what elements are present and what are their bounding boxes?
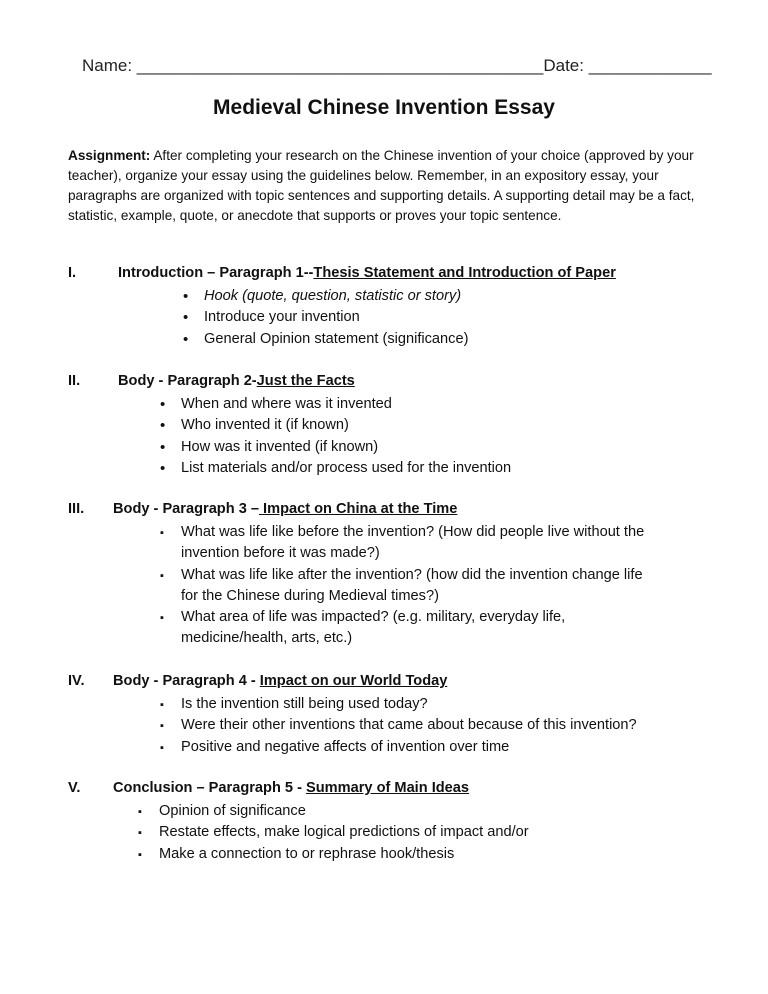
section-numeral: III. xyxy=(68,501,85,517)
list-item xyxy=(0,307,768,328)
section-heading xyxy=(0,373,768,394)
square-bullet-icon: ▪ xyxy=(160,569,164,582)
square-bullet-icon: ▪ xyxy=(160,741,164,754)
assignment-label: Assignment: xyxy=(68,148,151,163)
list-item-text: invention before it was made?) xyxy=(181,545,380,562)
section-title xyxy=(118,265,616,281)
outline-section xyxy=(0,780,768,865)
section-title-underlined: Impact on our World Today xyxy=(259,673,448,689)
list-item xyxy=(0,844,768,865)
list-item-continuation xyxy=(0,586,768,607)
section-numeral: IV. xyxy=(68,673,85,689)
square-bullet-icon: ▪ xyxy=(160,720,164,733)
section-title-lead: Body - Paragraph 3 – xyxy=(113,501,259,517)
list-item xyxy=(0,694,768,715)
section-title-underlined: Impact on China at the Time xyxy=(258,501,458,517)
square-bullet-icon: ▪ xyxy=(138,806,142,818)
list-item xyxy=(0,522,768,543)
section-heading xyxy=(0,673,768,694)
list-item-text: Who invented it (if known) xyxy=(181,417,349,434)
section-items xyxy=(0,801,768,865)
list-item xyxy=(0,394,768,415)
section-items xyxy=(0,694,768,758)
section-title-lead: Body - Paragraph 2- xyxy=(118,373,257,389)
section-title-underlined: Summary of Main Ideas xyxy=(306,780,470,796)
list-item-text: Opinion of significance xyxy=(159,803,306,819)
bullet-icon: • xyxy=(183,330,189,348)
list-item xyxy=(0,458,768,479)
list-item xyxy=(0,286,768,307)
list-item-text: medicine/health, arts, etc.) xyxy=(181,630,353,647)
list-item xyxy=(0,822,768,843)
list-item-continuation xyxy=(0,543,768,564)
list-item-text: What was life like before the invention? (How did people live without the xyxy=(181,524,645,540)
outline-section xyxy=(0,265,768,350)
section-title-lead: Conclusion – Paragraph 5 - xyxy=(113,780,307,796)
section-numeral: II. xyxy=(68,373,81,389)
list-item-text: Introduce your invention xyxy=(204,309,360,326)
section-title xyxy=(113,673,447,689)
list-item xyxy=(0,565,768,586)
section-title-lead: Body - Paragraph 4 - xyxy=(113,673,260,689)
list-item xyxy=(0,415,768,436)
section-items xyxy=(0,394,768,479)
square-bullet-icon: ▪ xyxy=(138,827,142,840)
section-heading xyxy=(0,780,768,801)
list-item-text: List materials and/or process used for the invention xyxy=(181,459,512,476)
list-item-text: Make a connection to or rephrase hook/thesis xyxy=(159,845,455,862)
list-item-text: Is the invention still being used today? xyxy=(181,696,428,712)
list-item-text: General Opinion statement (significance) xyxy=(204,330,469,347)
list-item-text: Were their other inventions that came about because of this invention? xyxy=(181,717,637,734)
section-numeral: I. xyxy=(68,265,77,281)
list-item-text: What area of life was impacted? (e.g. military, everyday life, xyxy=(181,609,566,626)
list-item-continuation xyxy=(0,628,768,649)
list-item xyxy=(0,715,768,736)
square-bullet-icon: ▪ xyxy=(160,699,164,711)
section-title-lead: Introduction – Paragraph 1-- xyxy=(118,265,314,281)
bullet-icon: • xyxy=(183,309,189,327)
bullet-icon: • xyxy=(183,288,189,305)
list-item-text: Restate effects, make logical predictions of impact and/or xyxy=(159,824,529,841)
section-items xyxy=(0,286,768,350)
section-title xyxy=(118,373,355,389)
list-item xyxy=(0,329,768,350)
list-item-text: How was it invented (if known) xyxy=(181,438,379,455)
section-heading xyxy=(0,501,768,522)
name-date-line: Name: ___________________________________________Date: _____________ xyxy=(82,56,712,75)
outline-section xyxy=(0,673,768,758)
square-bullet-icon: ▪ xyxy=(160,612,164,625)
list-item-text: What was life like after the invention? (how did the invention change life xyxy=(181,566,643,583)
section-items xyxy=(0,522,768,650)
list-item xyxy=(0,801,768,822)
list-item xyxy=(0,607,768,628)
square-bullet-icon: ▪ xyxy=(138,848,142,861)
bullet-icon: • xyxy=(160,438,166,456)
assignment-text: After completing your research on the Chinese invention of your choice (approved by your teacher), organize your essay using the guidelines below. Remember, in an expository essay, your paragraphs are organized with topic sentences and supporting details. A supporting detail may be a fact, statistic, example, quote, or anecdote that supports or proves your topic sentence. xyxy=(68,148,695,223)
list-item-text: Hook (quote, question, statistic or story) xyxy=(204,288,462,304)
section-title-underlined: Thesis Statement and Introduction of Paper xyxy=(313,265,616,281)
section-numeral: V. xyxy=(68,780,81,796)
section-heading xyxy=(0,265,768,286)
bullet-icon: • xyxy=(160,396,166,413)
page-title: Medieval Chinese Invention Essay xyxy=(213,96,555,119)
list-item-text: Positive and negative affects of invention over time xyxy=(181,738,510,755)
bullet-icon: • xyxy=(160,417,166,435)
section-title xyxy=(113,501,457,517)
list-item-text: When and where was it invented xyxy=(181,396,392,412)
section-title-underlined: Just the Facts xyxy=(256,373,355,389)
list-item-text: for the Chinese during Medieval times?) xyxy=(181,587,439,604)
assignment-paragraph xyxy=(68,146,708,226)
bullet-icon: • xyxy=(160,459,166,477)
list-item xyxy=(0,737,768,758)
section-title xyxy=(113,780,469,796)
list-item xyxy=(0,437,768,458)
outline-section xyxy=(0,501,768,650)
square-bullet-icon: ▪ xyxy=(160,527,164,539)
outline-section xyxy=(0,373,768,479)
